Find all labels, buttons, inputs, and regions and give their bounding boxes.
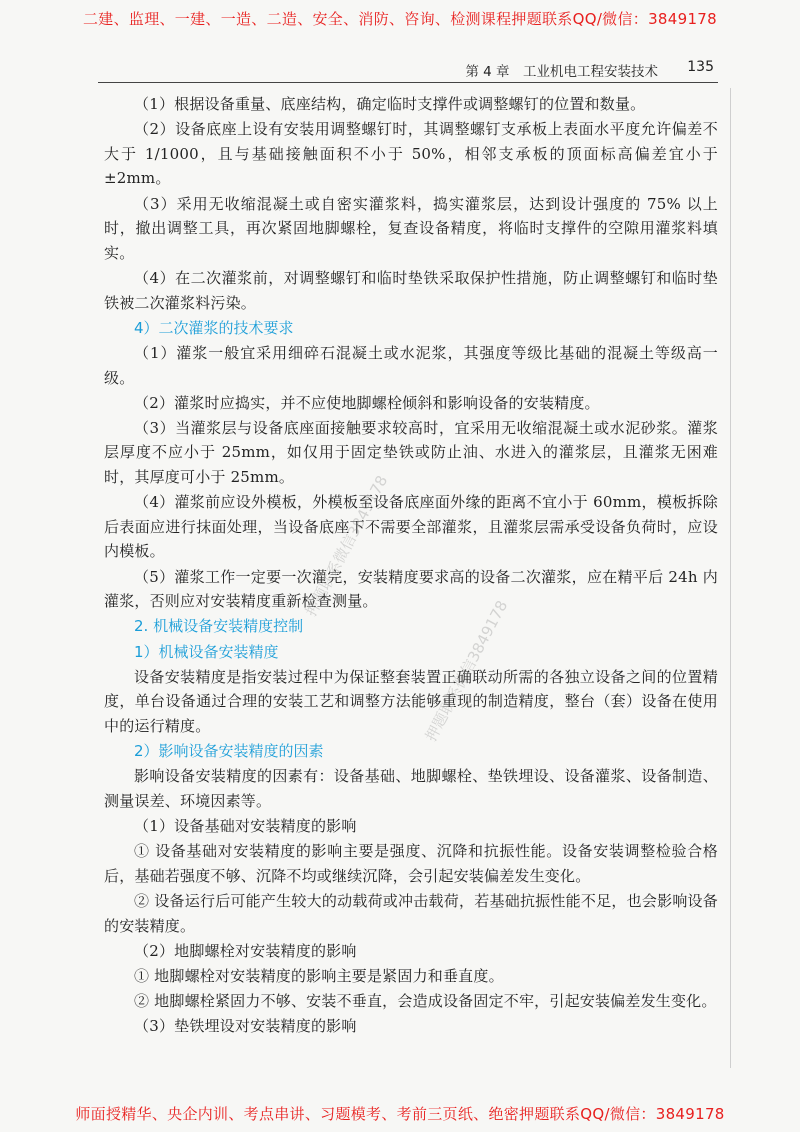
body-paragraph: ② 设备运行后可能产生较大的动载荷或冲击载荷，若基础抗振性能不足，也会影响设备的安装精度。 [104,892,718,935]
bottom-promo-banner: 师面授精华、央企内训、考点串讲、习题模考、考前三页纸、绝密押题联系QQ/微信：3849178 [75,1105,725,1123]
top-promo-banner: 二建、监理、一建、一造、二造、安全、消防、咨询、检测课程押题联系QQ/微信：3849178 [83,10,717,28]
body-paragraph: （3）采用无收缩混凝土或自密实灌浆料，捣实灌浆层，达到设计强度的 75% 以上时，撤出调整工具，再次紧固地脚螺栓，复查设备精度，将临时支撑件的空隙用灌浆料填实。 [104,194,718,262]
watermark-text: 押题联系微信3849178 [421,597,512,745]
chapter-title: 第 4 章 工业机电工程安装技术 [465,64,658,80]
body-paragraph: ② 地脚螺栓紧固力不够、安装不垂直，会造成设备固定不牢，引起安装偏差发生变化。 [134,992,717,1011]
body-paragraph: ① 地脚螺栓对安装精度的影响主要是紧固力和垂直度。 [134,967,504,986]
body-paragraph: （1）设备基础对安装精度的影响 [134,817,357,836]
body-paragraph: 设备安装精度是指安装过程中为保证整套装置正确联动所需的各独立设备之间的位置精度，单台设备通过合理的安装工艺和调整方法能够重现的制造精度，整台（套）设备在使用中的运行精度。 [104,667,718,735]
body-paragraph: ① 设备基础对安装精度的影响主要是强度、沉降和抗振性能。设备安装调整检验合格后，基础若强度不够、沉降不均或继续沉降，会引起安装偏差发生变化。 [104,842,718,885]
body-paragraph: （4）灌浆前应设外模板，外模板至设备底座面外缘的距离不宜小于 60mm，模板拆除后表面应进行抹面处理，当设备底座下不需要全部灌浆，且灌浆层需承受设备负荷时，应设内模板。 [104,493,718,561]
margin-rule [730,88,731,1068]
body-paragraph: （3）当灌浆层与设备底座面接触要求较高时，宜采用无收缩混凝土或水泥砂浆。灌浆层厚度不应小于 25mm，如仅用于固定垫铁或防止油、水进入的灌浆层，且灌浆无困难时，其厚度可小于 25mm。 [104,418,718,487]
body-paragraph: （1）灌浆一般宜采用细碎石混凝土或水泥浆，其强度等级比基础的混凝土等级高一级。 [104,343,718,387]
section-heading: 1）机械设备安装精度 [134,642,279,661]
body-paragraph: （2）地脚螺栓对安装精度的影响 [134,941,357,960]
page-number: 135 [687,59,714,75]
watermark-text: 押题联系微信3849178 [301,472,392,620]
body-paragraph: （4）在二次灌浆前，对调整螺钉和临时垫铁采取保护性措施，防止调整螺钉和临时垫铁被二次灌浆料污染。 [104,268,718,312]
body-paragraph: （1）根据设备重量、底座结构，确定临时支撑件或调整螺钉的位置和数量。 [134,95,646,113]
body-paragraph: （5）灌浆工作一定要一次灌完，安装精度要求高的设备二次灌浆，应在精平后 24h 内灌浆，否则应对安装精度重新检查测量。 [104,567,718,611]
body-paragraph: （3）垫铁埋设对安装精度的影响 [134,1017,357,1036]
page-body [104,92,718,1040]
body-paragraph: 影响设备安装精度的因素有：设备基础、地脚螺栓、垫铁埋设、设备灌浆、设备制造、测量误差、环境因素等。 [104,767,718,810]
body-paragraph: （2）灌浆时应捣实，并不应使地脚螺栓倾斜和影响设备的安装精度。 [134,393,600,412]
body-paragraph: （2）设备底座上设有安装用调整螺钉时，其调整螺钉支承板上表面水平度允许偏差不大于 1/1000，且与基础接触面积不小于 50%，相邻支承板的顶面标高偏差宜小于±2mm。 [104,120,718,188]
section-heading: 4）二次灌浆的技术要求 [134,318,294,337]
page-header [98,58,718,83]
section-heading: 2. 机械设备安装精度控制 [134,617,304,636]
section-heading: 2）影响设备安装精度的因素 [134,742,324,761]
